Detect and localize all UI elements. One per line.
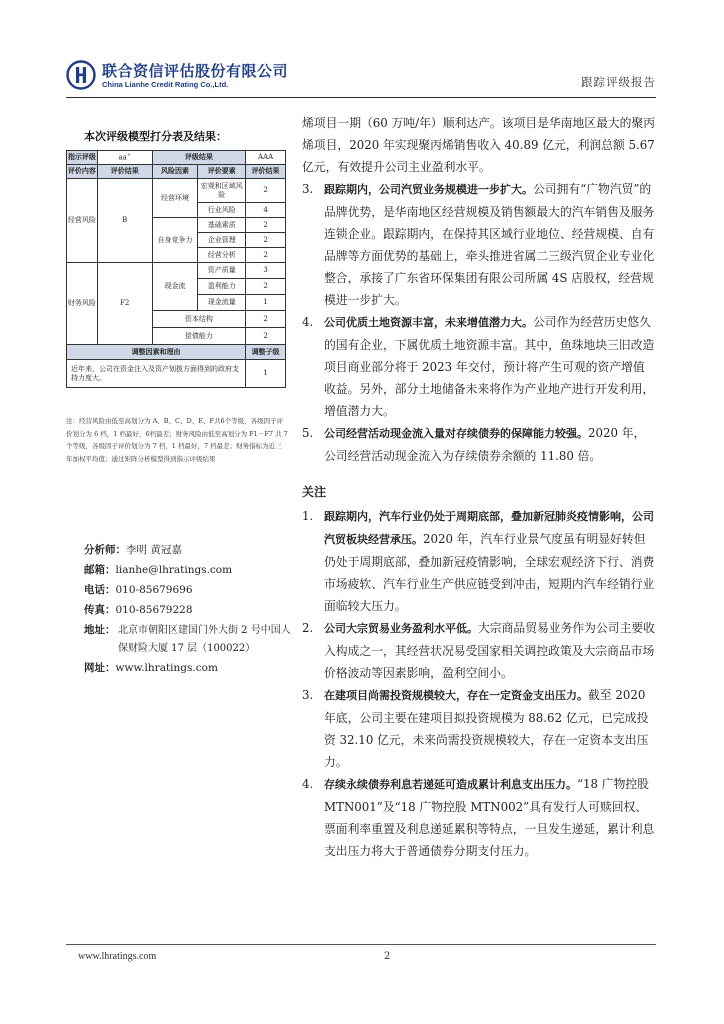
col-header: 评价结果 xyxy=(97,165,152,179)
element-cell: 基础素质 xyxy=(198,218,246,233)
intro-paragraph: 烯项目一期（60 万吨/年）顺利达产。该项目是华南地区最大的聚丙烯项目，2020 年实现聚丙烯销售收入 40.89 亿元，利润总额 5.67 亿元，有效提升公司主业盈利水平。 xyxy=(302,116,656,174)
list-item: 2. 公司大宗贸易业务盈利水平低。大宗商品贸易业务作为公司主要收入构成之一，其经营状况易受国家相关调控政策及大宗商品市场价格波动等因素影响，盈利空间小。 xyxy=(302,621,655,680)
score-cell: 2 xyxy=(246,328,286,345)
address-value: 北京市朝阳区建国门外大街 2 号中国人保财险大厦 17 层（100022） xyxy=(118,625,291,654)
adj-value: 1 xyxy=(246,360,286,388)
header-divider xyxy=(66,97,656,98)
list-item: 5. 公司经营活动现金流入量对存续债券的保障能力较强。2020 年，公司经营活动现金流入为存续债券余额的 11.80 倍。 xyxy=(302,426,646,463)
element-cell: 资产质量 xyxy=(198,263,246,279)
score-cell: 4 xyxy=(246,203,286,218)
capital-structure-label: 资本结构 xyxy=(152,311,246,328)
concerns-title: 关注 xyxy=(302,485,327,499)
rating-model-table xyxy=(66,150,286,388)
col-header: 风险因素 xyxy=(152,165,198,179)
element-cell: 企业管理 xyxy=(198,233,246,248)
email-line: 邮箱：lianhe@lhratings.com xyxy=(84,564,233,576)
list-item: 4. 公司优质土地资源丰富，未来增值潜力大。公司作为经营历史悠久的国有企业，下属优质土地资源丰富。其中，鱼珠地块三旧改造项目商业部分将于 2023 年交付，预计将产生可观的资产增值收益。另外，部分土地储备未来将作为产业地产进行开发利用，增值潜力大。 xyxy=(302,315,655,418)
page-header xyxy=(66,58,656,98)
table-row xyxy=(67,345,286,360)
list-item: 3. 跟踪期内，公司汽贸业务规模进一步扩大。公司拥有“广物汽贸”的品牌优势，是华南地区经营规模及销售额最大的汽车销售及服务连锁企业。跟踪期内，在保持其区域行业地位、经营规模、自有品牌等方面优势的基础上，牵头推进省属二三级汽贸企业专业化整合，承接了广东省环保集团有限公司所属 4S 店股权，经营规模进一步扩大。 xyxy=(302,182,655,307)
fin-risk-content: 财务风险 xyxy=(67,263,98,345)
table-header-row xyxy=(67,165,286,179)
indicative-label: 指示评级 xyxy=(67,151,98,165)
list-item: 1. 跟踪期内，汽车行业仍处于周期底部，叠加新冠肺炎疫情影响，公司汽贸板块经营承压。2020 年，汽车行业景气度虽有明显好转但仍处于周期底部，叠加新冠疫情影响，全球宏观经济下行、消费市场疲软、汽车行业生产供应链受到冲击，短期内汽车经销行业面临较大压力。 xyxy=(302,509,655,613)
result-label: 评级结果 xyxy=(152,151,246,165)
col-header: 评价内容 xyxy=(67,165,98,179)
page-number: 2 xyxy=(384,951,391,962)
element-cell: 行业风险 xyxy=(198,203,246,218)
table-row xyxy=(67,263,286,279)
indicative-value: aa+ xyxy=(97,151,152,165)
analyst-names: 李明 黄冠嘉 xyxy=(126,544,182,556)
table-notes: 注：经营风险由低至高划分为 A、B、C、D、E、F共6个等级，各级因子评价划分为 6 档，1 档最好，6档最差；财务风险由低至高划分为 F1－F7 共 7 个等级，各级因子评价划分为 7 档，1 档最好，7 档最差；财务指标为近三年加权平均值；通过矩阵分析模型得到指示评级结果 xyxy=(66,417,288,463)
body-text xyxy=(302,112,656,862)
adj-header: 调整因素和理由 xyxy=(67,345,246,360)
phone-line: 电话：010-85679696 xyxy=(84,584,193,596)
col-header: 评价结果 xyxy=(246,165,286,179)
score-cell: 2 xyxy=(246,248,286,263)
cash-factor: 现金流 xyxy=(152,263,198,311)
company-logo-icon xyxy=(66,60,96,90)
adj-sub-header: 调整子级 xyxy=(246,345,286,360)
analyst-line: 分析师：李明 黄冠嘉 xyxy=(84,544,182,556)
op-risk-result: B xyxy=(97,179,152,263)
score-cell: 2 xyxy=(246,179,286,203)
op-risk-content: 经营风险 xyxy=(67,179,98,263)
company-name-en: China Lianhe Credit Rating Co.,Ltd. xyxy=(102,80,229,89)
score-cell: 2 xyxy=(246,233,286,248)
list-item: 4. 存续永续债券利息若递延可造成累计利息支出压力。“18 广物控股 MTN001”及“18 广物控股 MTN002”具有发行人可赎回权、票面利率重置及利息递延累积等特点，一旦发生递延，累计利息支出压力将大于普通债券分期支付压力。 xyxy=(302,777,655,858)
element-cell: 盈利能力 xyxy=(198,279,246,295)
table-row xyxy=(67,151,286,165)
list-item: 3. 在建项目尚需投资规模较大，存在一定资金支出压力。截至 2020 年底，公司主要在建项目拟投资规模为 88.62 亿元，已完成投资 32.10 亿元，未来尚需投资规模较大，存在一定资本支出压力。 xyxy=(302,688,649,769)
fax-value: 010-85679228 xyxy=(115,604,193,616)
phone-value: 010-85679696 xyxy=(115,584,193,596)
fin-risk-result: F2 xyxy=(97,263,152,345)
score-cell: 1 xyxy=(246,295,286,311)
solvency-label: 偿债能力 xyxy=(152,328,246,345)
fax-line: 传真：010-85679228 xyxy=(84,604,193,616)
website-link[interactable]: www.lhratings.com xyxy=(115,662,218,674)
col-header: 评价要素 xyxy=(198,165,246,179)
footer-website[interactable]: www.lhratings.com xyxy=(78,951,157,962)
adj-reason: 近年来，公司在资金注入及资产划拨方面得到的政府支持力度大。 xyxy=(67,360,246,388)
result-value: AAA xyxy=(246,151,286,165)
rating-table-title: 本次评级模型打分表及结果： xyxy=(84,130,227,143)
website-line: 网址：www.lhratings.com xyxy=(84,662,218,674)
element-cell: 宏观和区域风险 xyxy=(198,179,246,203)
email-link[interactable]: lianhe@lhratings.com xyxy=(115,564,233,576)
table-row xyxy=(67,179,286,203)
env-factor: 经营环境 xyxy=(152,179,198,218)
element-cell: 现金流量 xyxy=(198,295,246,311)
comp-factor: 自身竞争力 xyxy=(152,218,198,263)
report-type: 跟踪评级报告 xyxy=(581,75,656,89)
score-cell: 2 xyxy=(246,311,286,328)
score-cell: 2 xyxy=(246,218,286,233)
contact-block xyxy=(84,540,294,678)
address-line: 地址： 北京市朝阳区建国门外大街 2 号中国人保财险大厦 17 层（100022） xyxy=(84,620,294,658)
element-cell: 经营分析 xyxy=(198,248,246,263)
company-name-cn: 联合资信评估股份有限公司 xyxy=(102,62,289,80)
score-cell: 3 xyxy=(246,263,286,279)
table-row xyxy=(67,360,286,388)
footer-divider xyxy=(66,944,656,945)
score-cell: 2 xyxy=(246,279,286,295)
